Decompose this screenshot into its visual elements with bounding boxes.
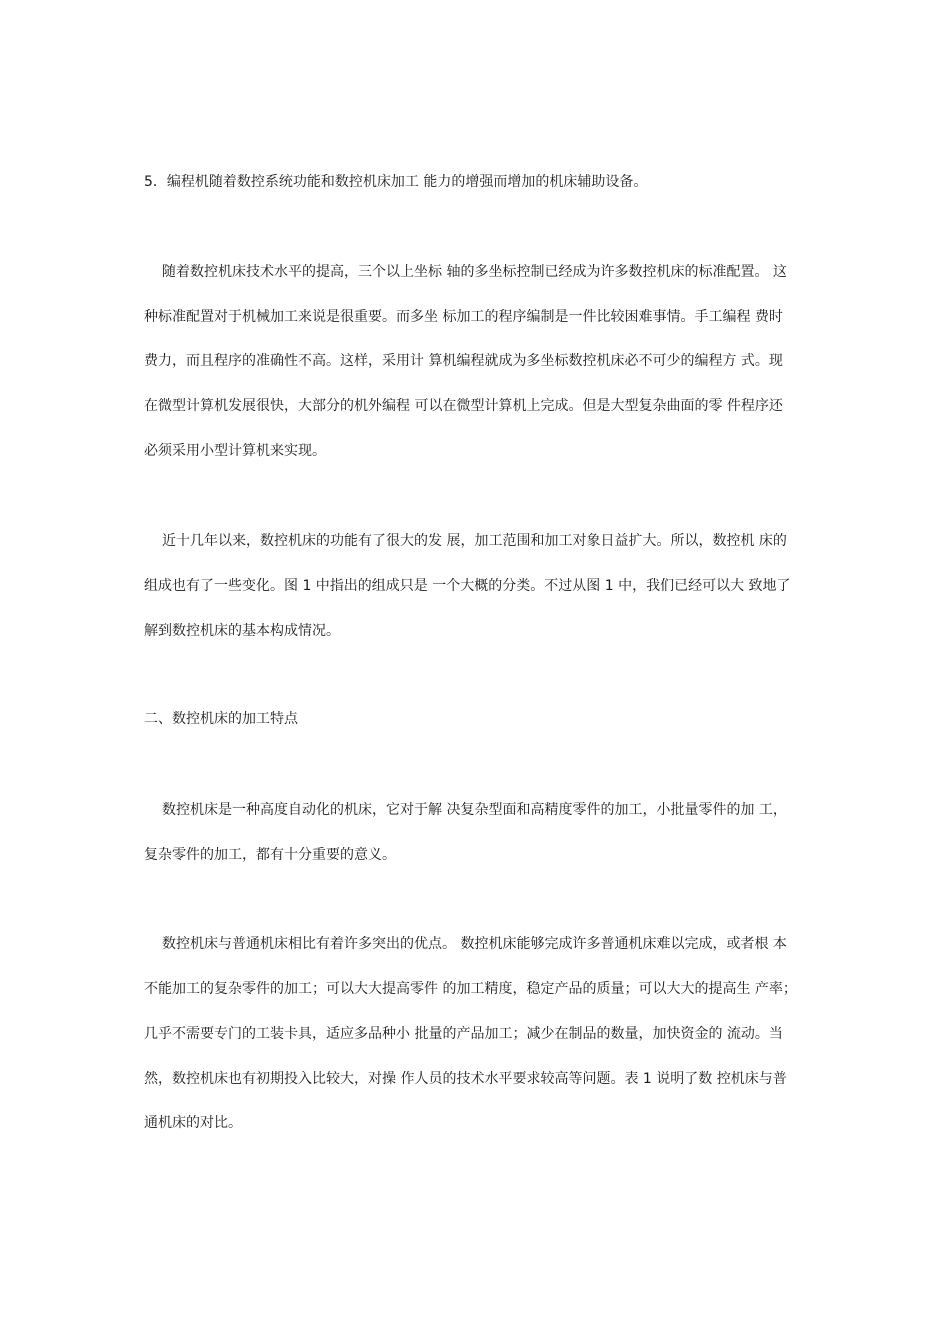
paragraph-2-line-2: 组成也有了一些变化。图 1 中指出的组成只是 一个大概的分类。不过从图 1 中，我们已经可以大 致地了 <box>144 578 791 594</box>
paragraph-4-line-1: 数控机床与普通机床相比有着许多突出的优点。 数控机床能够完成许多普通机床难以完成，或者根 本 <box>162 936 787 952</box>
item-heading: 5．编程机随着数控系统功能和数控机床加工 能力的增强而增加的机床辅助设备。 <box>144 174 648 190</box>
paragraph-1-line-2: 种标准配置对于机械加工来说是很重要。而多坐 标加工的程序编制是一件比较困难事情。手工编程 费时 <box>144 309 783 325</box>
paragraph-3-line-1: 数控机床是一种高度自动化的机床，它对于解 决复杂型面和高精度零件的加工，小批量零件的加 工， <box>162 802 787 818</box>
paragraph-4-line-5: 通机床的对比。 <box>144 1115 242 1131</box>
paragraph-1-line-4: 在微型计算机发展很快，大部分的机外编程 可以在微型计算机上完成。但是大型复杂曲面的零 件程序还 <box>144 398 783 414</box>
paragraph-4-line-4: 然，数控机床也有初期投入比较大，对操 作人员的技术水平要求较高等问题。表 1 说明了数 控机床与普 <box>144 1071 787 1087</box>
paragraph-1-line-5: 必须采用小型计算机来实现。 <box>144 443 326 459</box>
paragraph-1-line-3: 费力，而且程序的准确性不高。这样，采用计 算机编程就成为多坐标数控机床必不可少的编程方 式。现 <box>144 353 783 369</box>
paragraph-2-line-3: 解到数控机床的基本构成情况。 <box>144 623 340 639</box>
paragraph-4-line-2: 不能加工的复杂零件的加工；可以大大提高零件 的加工精度，稳定产品的质量；可以大大的提高生 产率； <box>144 981 797 997</box>
paragraph-1-line-1: 随着数控机床技术水平的提高，三个以上坐标 轴的多坐标控制已经成为许多数控机床的标准配置。 这 <box>162 264 787 280</box>
paragraph-2-line-1: 近十几年以来，数控机床的功能有了很大的发 展，加工范围和加工对象日益扩大。所以，数控机 床的 <box>162 533 787 549</box>
paragraph-3-line-2: 复杂零件的加工，都有十分重要的意义。 <box>144 847 396 863</box>
paragraph-4-line-3: 几乎不需要专门的工装卡具，适应多品种小 批量的产品加工；减少在制品的数量，加快资金的 流动。当 <box>144 1026 783 1042</box>
section-heading: 二、数控机床的加工特点 <box>144 711 298 727</box>
